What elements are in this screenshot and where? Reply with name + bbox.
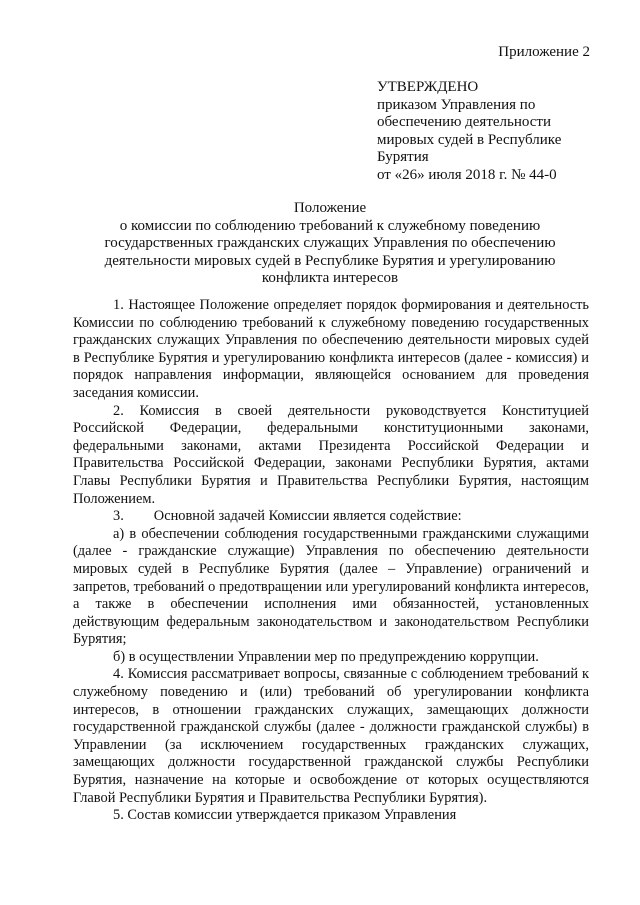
paragraph-3	[73, 508, 589, 526]
paragraph-4: 4. Комиссия рассматривает вопросы, связанные с соблюдением требований к служебному поведению и (или) требований об урегулировании конфликта интересов, в отношении гражданских служащих, замещающих должности государственной гражданской службы (далее - должности гражданской службы) в Управлении (за исключением государственных гражданских служащих, замещающих должности государственной гражданской службы Республики Бурятия, назначение на которые и освобождение от которых осуществляются Главой Республики Бурятия и Правительства Республики Бурятия).	[73, 666, 589, 806]
paragraph-3b: б) в осуществлении Управлении мер по предупреждению коррупции.	[113, 648, 539, 665]
document-subtitle-line: государственных гражданских служащих Управления по обеспечению	[104, 235, 556, 252]
paragraph-3-text: Основной задачей Комиссии является содействие:	[153, 508, 462, 525]
document-heading: Положение	[293, 200, 367, 216]
document-subtitle-line: деятельности мировых судей в Республике Бурятия и урегулированию	[104, 252, 556, 269]
approval-line: мировых судей в Республике	[377, 131, 562, 148]
paragraph-2: 2. Комиссия в своей деятельности руководствуется Конституцией Российской Федерации, федеральными конституционными законами, федеральными законами, актами Президента Российской Федерации и Правительства Российской Федерации, законами Республики Бурятия, актами Главы Республики Бурятия и Правительства Республики Бурятия, настоящим Положением.	[73, 402, 589, 507]
approval-line: УТВЕРЖДЕНО	[377, 79, 479, 95]
document-title-block	[70, 200, 590, 288]
approval-line: обеспечению деятельности	[377, 114, 552, 131]
approval-stamp-block	[377, 79, 607, 185]
paragraph-3-number: 3.	[113, 508, 124, 525]
approval-line: приказом Управления по	[377, 96, 536, 113]
document-subtitle-line: конфликта интересов	[261, 270, 399, 287]
paragraph-3a: а) в обеспечении соблюдения государственными гражданскими служащими (далее - гражданские служащие) Управления по обеспечению деятельности мировых судей в Республике Бурятия (далее – Управление) ограничений и запретов, требований о предотвращении или урегулирований конфликта интересов, а также в обеспечении исполнения ими обязанностей, установленных действующим федеральным законодательством и законодательством Республики Бурятия;	[73, 525, 589, 648]
appendix-label: Приложение 2	[498, 44, 590, 60]
approval-line: от «26» июля 2018 г. № 44-0	[377, 166, 557, 183]
paragraph-5: 5. Состав комиссии утверждается приказом Управления	[113, 807, 457, 824]
paragraph-1: 1. Настоящее Положение определяет порядок формирования и деятельность Комиссии по соблюдению требований к служебному поведению государственных гражданских служащих Управления по обеспечению деятельности мировых судей в Республике Бурятия и урегулированию конфликта интересов (далее - комиссия) и порядок направления информации, являющейся основанием для проведения заседания комиссии.	[73, 297, 589, 401]
document-subtitle-line: о комиссии по соблюдению требований к служебному поведению	[119, 217, 541, 234]
approval-line: Бурятия	[377, 149, 429, 166]
document-body	[73, 297, 589, 825]
